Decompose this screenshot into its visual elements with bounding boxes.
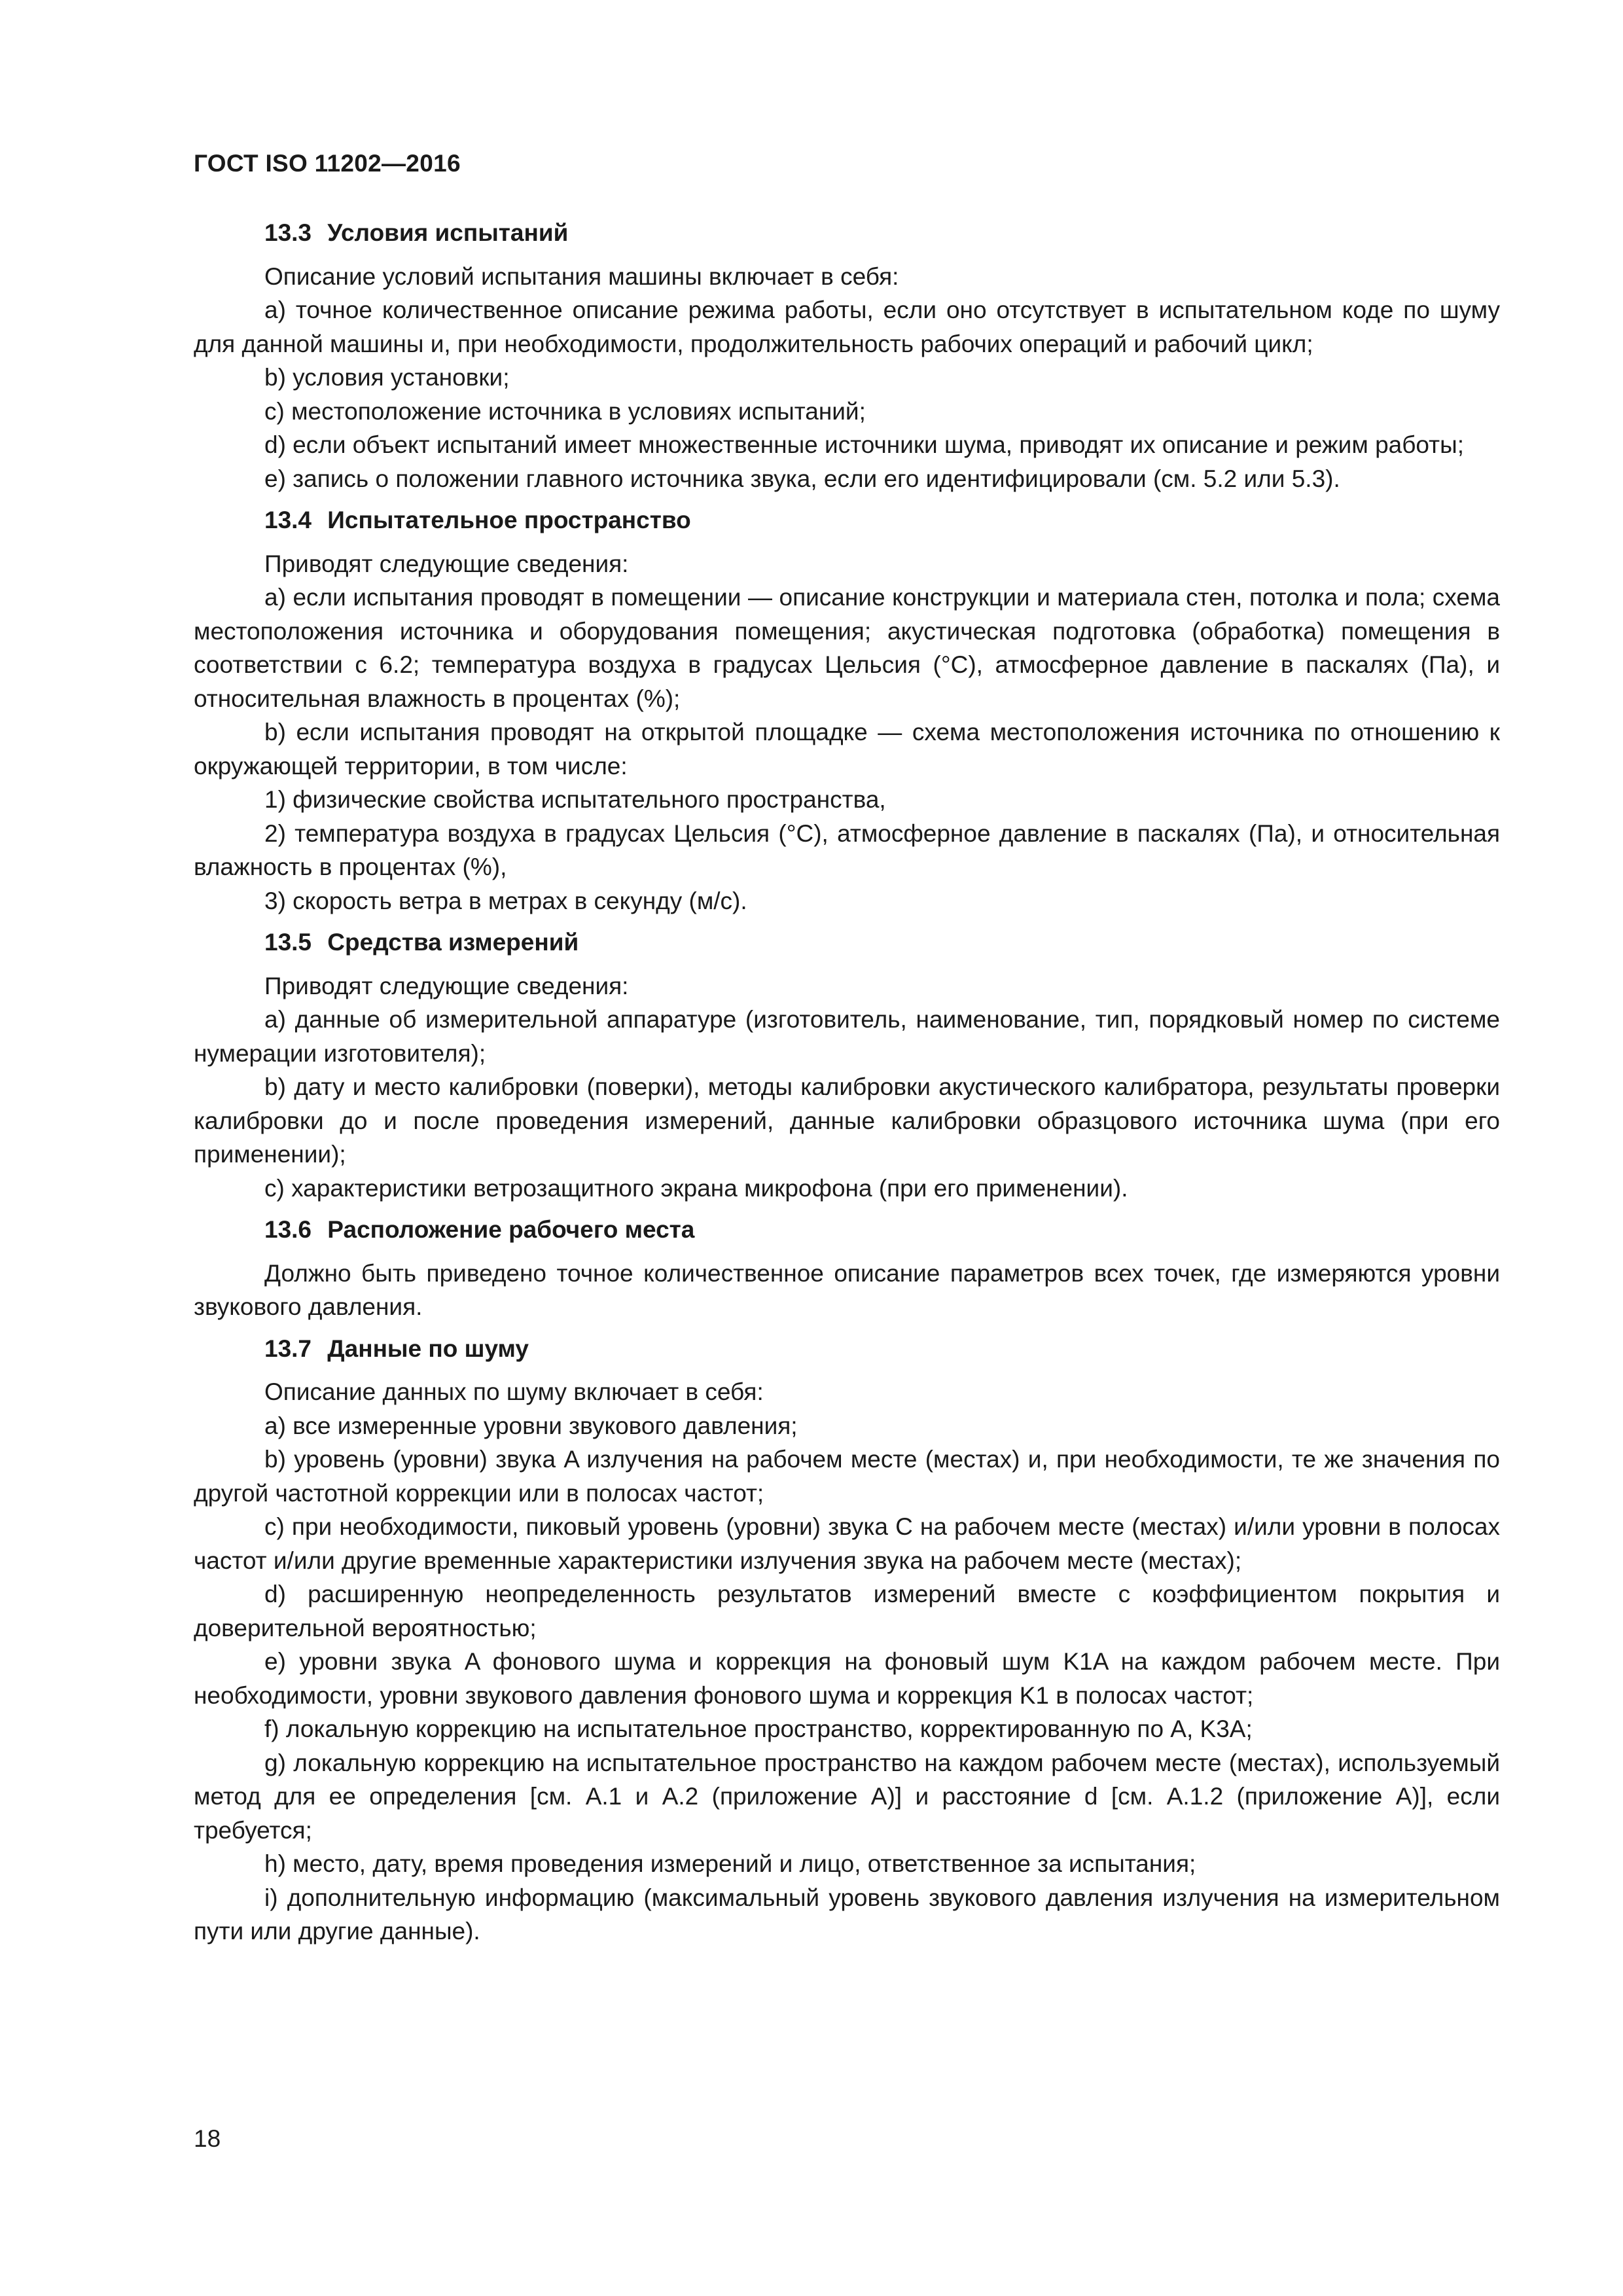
section-number: 13.4 [264,507,312,533]
section-heading [194,925,1500,960]
list-item-e: e) уровни звука A фонового шума и коррекция на фоновый шум K1A на каждом рабочем месте. При необходимости, уровни звукового давления фонового шума и коррекция K1 в полосах частот; [194,1648,1500,1709]
section-13-5 [194,925,1500,1205]
section-title: Средства измерений [327,929,579,956]
section-heading [194,1332,1500,1366]
list-item-h: h) место, дату, время проведения измерений и лицо, ответственное за испытания; [264,1850,1196,1877]
list-item-1: 1) физические свойства испытательного пространства, [264,786,886,813]
section-13-7 [194,1332,1500,1948]
list-item-b: b) уровень (уровни) звука A излучения на рабочем месте (местах) и, при необходимости, те же значения по другой частотной коррекции или в полосах частот; [194,1446,1500,1507]
document-page [194,0,1500,2296]
section-number: 13.5 [264,929,312,956]
list-item-i: i) дополнительную информацию (максимальный уровень звукового давления излучения на измерительном пути или другие данные). [194,1884,1500,1945]
list-item-a: a) если испытания проводят в помещении — описание конструкции и материала стен, потолка и пола; схема местоположения источника и оборудования помещения; акустическая подготовка (обработка) помещения в соответствии с 6.2; температура воздуха в градусах Цельсия (°С), атмосферное давление в паскалях (Па), и относительная влажность в процентах (%); [194,584,1500,712]
list-item-c: c) характеристики ветрозащитного экрана микрофона (при его применении). [264,1174,1128,1202]
section-13-6 [194,1213,1500,1324]
list-item-a: a) данные об измерительной аппаратуре (изготовитель, наименование, тип, порядковый номер по системе нумерации изготовителя); [194,1006,1500,1067]
page-number: 18 [194,2125,221,2152]
list-item-a: a) все измеренные уровни звукового давления; [264,1412,798,1439]
list-item-b: b) условия установки; [264,364,510,391]
section-number: 13.3 [264,219,312,246]
section-heading [194,503,1500,537]
section-heading [194,216,1500,250]
list-item-f: f) локальную коррекцию на испытательное пространство, корректированную по A, K3A; [264,1715,1253,1742]
list-item-d: d) если объект испытаний имеет множественные источники шума, приводят их описание и режим работы; [264,431,1464,458]
section-number: 13.7 [264,1335,312,1362]
list-item-d: d) расширенную неопределенность результатов измерений вместе с коэффициентом покрытия и доверительной вероятностью; [194,1581,1500,1641]
list-item-a: a) точное количественное описание режима работы, если оно отсутствует в испытательном коде по шуму для данной машины и, при необходимости, продолжительность рабочих операций и рабочий цикл; [194,296,1500,357]
paragraph: Должно быть приведено точное количественное описание параметров всех точек, где измеряются уровни звукового давления. [194,1259,1500,1320]
paragraph: Приводят следующие сведения: [264,550,629,577]
list-item-2: 2) температура воздуха в градусах Цельсия (°С), атмосферное давление в паскалях (Па), и относительная влажность в процентах (%), [194,819,1500,880]
section-title: Испытательное пространство [327,507,691,533]
section-title: Расположение рабочего места [327,1216,695,1243]
section-number: 13.6 [264,1216,312,1243]
section-13-3 [194,216,1500,495]
list-item-b: b) если испытания проводят на открытой площадке — схема местоположения источника по отношению к окружающей территории, в том числе: [194,719,1500,780]
paragraph: Описание данных по шуму включает в себя: [264,1378,764,1405]
list-item-e: e) запись о положении главного источника звука, если его идентифицировали (см. 5.2 или 5.3). [264,465,1340,492]
document-body [194,216,1500,1948]
list-item-b: b) дату и место калибровки (поверки), методы калибровки акустического калибратора, результаты проверки калибровки до и после проведения измерений, данные калибровки образцового источника шума (при его применении); [194,1073,1500,1168]
section-heading [194,1213,1500,1247]
list-item-c: c) местоположение источника в условиях испытаний; [264,397,866,425]
paragraph: Описание условий испытания машины включает в себя: [264,262,899,290]
paragraph: Приводят следующие сведения: [264,972,629,999]
section-title: Данные по шуму [327,1335,529,1362]
section-13-4 [194,503,1500,918]
list-item-g: g) локальную коррекцию на испытательное пространство на каждом рабочем месте (местах), используемый метод для ее определения [см. А.1 и А.2 (приложение А)] и расстояние d [см. А.1.2 (приложение А)], если требуется; [194,1749,1500,1844]
list-item-c: c) при необходимости, пиковый уровень (уровни) звука C на рабочем месте (местах) и/или уровни в полосах частот и/или другие временные характеристики излучения звука на рабочем месте (местах); [194,1513,1500,1574]
document-header: ГОСТ ISO 11202—2016 [194,150,461,177]
list-item-3: 3) скорость ветра в метрах в секунду (м/с). [264,887,747,914]
section-title: Условия испытаний [327,219,569,246]
